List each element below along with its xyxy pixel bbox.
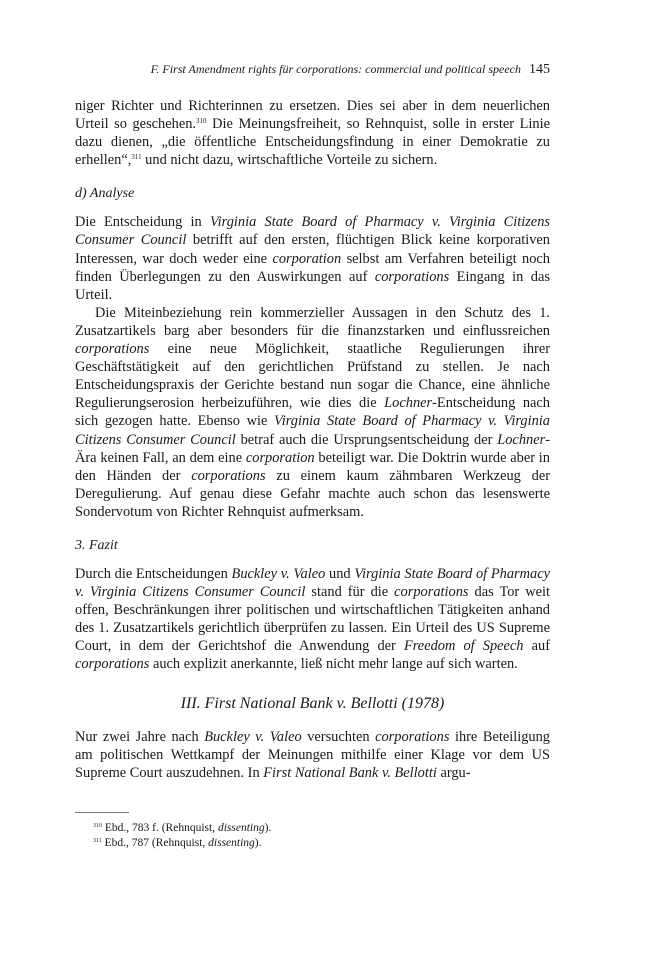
text-run: Eingang in das Urteil. <box>75 268 550 303</box>
section-heading-analyse: d) Analyse <box>75 186 135 202</box>
emphasis: corporations <box>375 728 450 745</box>
section-heading-fazit: 3. Fazit <box>75 537 118 553</box>
page-number: 145 <box>529 62 550 77</box>
text-run: und <box>325 565 355 582</box>
text-run: selbst am Verfahren beteiligt noch finden Überlegungen zu den Auswirkungen auf <box>75 250 550 285</box>
text-run: Die Entscheidung in <box>75 214 210 231</box>
paragraph <box>75 304 550 521</box>
text-run: betraf auch die Ursprungsentscheidung der <box>235 431 498 448</box>
text-run: das Tor weit offen, Beschränkungen ihrer politischen und wirtschaftlichen Tätigkeiten anhand des 1. Zusatzartikels gerichtlich überprüfen zu lassen. Ein Urteil des US Supreme Court, in dem der Gerichtshof die Anwendung der <box>75 584 550 655</box>
footnote <box>75 821 550 836</box>
text-run: niger Richter und Richterinnen zu ersetzen. Dies sei aber in dem neuerlichen Urteil so geschehen. <box>75 98 550 133</box>
footnote-text: Ebd., 783 f. (Rehnquist, <box>102 821 218 834</box>
emphasis: corporations <box>75 656 150 673</box>
running-title: F. First Amendment rights für corporations: commercial und political speech <box>150 62 521 76</box>
paragraph <box>75 213 550 303</box>
footnote-emphasis: dissenting <box>208 836 255 849</box>
text-run: eine neue Möglichkeit, staatliche Regulierungen ihrer Geschäftstätigkeit auf den gerichtlichen Prüfstand zu stellen. Je nach Entscheidungspraxis der Gerichte bestand nun sogar die Chance, eine ähnliche Regulierungserosion herbeizuführen, wie dies die <box>75 341 550 412</box>
emphasis: corporations <box>75 341 150 358</box>
text-run: zu einem kaum zähmbaren Werkzeug der Deregulierung. Auf genau diese Gefahr machte auch schon das lesenswerte Sondervotum von Richter Rehnquist aufmerksam. <box>75 467 551 520</box>
footnote-number: 311 <box>93 837 102 844</box>
case-name: Virginia State Board of Pharmacy v. Virginia Citizens Consumer Council <box>75 565 550 601</box>
text-run: auch explizit anerkannte, ließ nicht mehr lange auf sich warten. <box>149 656 518 673</box>
text-run: Nur zwei Jahre nach <box>75 728 205 745</box>
text-run: -Entscheidung nach sich gezogen hatte. Ebenso wie <box>75 395 550 430</box>
text-run: versuchten <box>301 728 376 745</box>
text-run: betrifft auf den ersten, flüchtigen Blick keine korporativen Interessen, war doch weder eine <box>75 232 550 267</box>
footnote-divider <box>75 812 129 813</box>
text-run: Die Miteinbeziehung rein kommerzieller Aussagen in den Schutz des 1. Zusatzartikels barg aber besonders für die finanzstarken und einflussreichen <box>75 304 550 339</box>
footnote-text: ). <box>264 821 272 834</box>
chapter-heading: III. First National Bank v. Bellotti (1978) <box>180 694 445 712</box>
footnote-text: Ebd., 787 (Rehnquist, <box>101 836 209 849</box>
footnote-ref[interactable]: 311 <box>131 153 142 162</box>
emphasis: corporation <box>245 449 315 466</box>
running-header <box>75 60 550 79</box>
text-run: Durch die Entscheidungen <box>75 565 232 582</box>
footnote-emphasis: dissenting <box>217 821 265 834</box>
case-name: Lochner <box>384 395 433 412</box>
footnote-number: 310 <box>93 822 102 829</box>
case-name: Buckley v. Valeo <box>204 728 302 745</box>
case-name: First National Bank v. Bellotti <box>263 764 437 781</box>
case-name: Virginia State Board of Pharmacy v. Virginia Citizens Consumer Council <box>75 413 550 448</box>
page-body <box>75 60 550 851</box>
footnote <box>75 836 550 851</box>
text-run: auf <box>523 638 550 655</box>
text-run: argu- <box>436 764 471 781</box>
emphasis: corporations <box>374 268 450 285</box>
emphasis: corporations <box>191 467 266 484</box>
text-run: ihre Beteiligung am politischen Wettkampf der Meinungen mithilfe einer Klage vor dem US Supreme Court auszudehnen. In <box>75 728 550 781</box>
paragraph <box>75 97 550 169</box>
footnote-ref[interactable]: 310 <box>196 117 207 126</box>
emphasis: corporation <box>272 250 342 267</box>
paragraph <box>75 565 550 674</box>
text-run: und nicht dazu, wirtschaftliche Vorteile zu sichern. <box>141 152 438 169</box>
text-run: beteiligt war. Die Doktrin wurde aber in den Händen der <box>75 449 550 484</box>
case-name: Buckley v. Valeo <box>231 565 326 582</box>
case-name: Virginia State Board of Pharmacy v. Virginia Citizens Consumer Council <box>75 214 550 249</box>
text-run: -Ära keinen Fall, an dem eine <box>75 431 550 466</box>
paragraph <box>75 728 550 782</box>
emphasis: corporations <box>394 584 469 601</box>
case-name: Lochner <box>497 431 546 448</box>
footnote-text: ). <box>254 836 262 849</box>
emphasis: Freedom of Speech <box>403 638 524 655</box>
text-run: Die Meinungsfreiheit, so Rehnquist, solle in erster Linie dazu dienen, „die öffentliche Entscheidungsfindung in einer Demokratie zu erhellen“, <box>75 116 550 169</box>
text-run: stand für die <box>305 584 395 601</box>
